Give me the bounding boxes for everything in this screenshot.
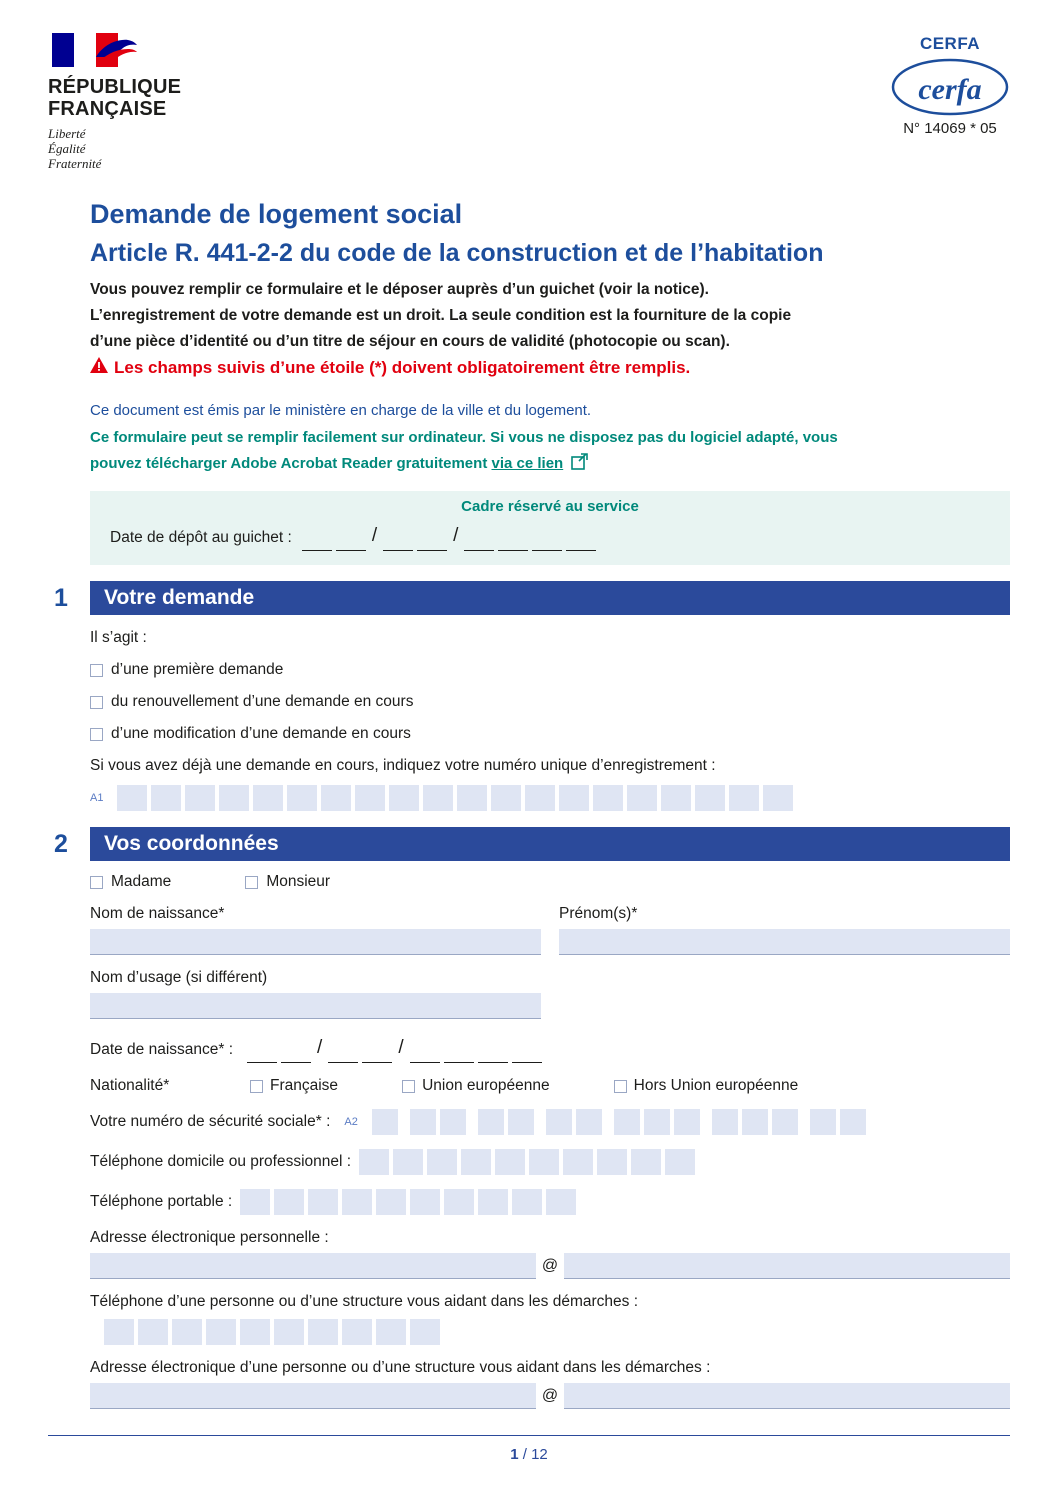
- emitter-note: Ce document est émis par le ministère en charge de la ville et du logement.: [90, 402, 592, 419]
- secu-box-3[interactable]: [440, 1109, 466, 1135]
- ta-box-2[interactable]: [138, 1319, 168, 1345]
- deposit-date-label: Date de dépôt au guichet :: [110, 529, 292, 546]
- nom-usage-spacer: [559, 955, 1010, 1019]
- date-year-3[interactable]: [532, 525, 562, 551]
- acrobat-reader-link[interactable]: via ce lien: [491, 455, 564, 472]
- checkbox-union-europeenne[interactable]: [402, 1080, 415, 1093]
- section-2-body: [90, 873, 1010, 1409]
- secu-label: Votre numéro de sécurité sociale* :: [90, 1113, 331, 1130]
- tp-box-6[interactable]: [410, 1189, 440, 1215]
- date-month-1[interactable]: [383, 525, 413, 551]
- prenom-input[interactable]: [559, 929, 1010, 955]
- deposit-date-input[interactable]: / /: [302, 525, 597, 551]
- td-box-1[interactable]: [359, 1149, 389, 1175]
- section-2-number: 2: [54, 829, 68, 858]
- mandatory-fields-warning: [90, 357, 1010, 378]
- nationalite-hors-ue[interactable]: [614, 1077, 799, 1095]
- tp-box-3[interactable]: [308, 1189, 338, 1215]
- date-year-2[interactable]: [498, 525, 528, 551]
- tp-box-5[interactable]: [376, 1189, 406, 1215]
- secu-box-4[interactable]: [478, 1109, 504, 1135]
- nu-box-13[interactable]: [525, 785, 555, 811]
- nu-box-5[interactable]: [253, 785, 283, 811]
- nationalite-francaise[interactable]: [250, 1077, 338, 1095]
- section-1-title: Votre demande: [90, 581, 1010, 615]
- external-link-icon[interactable]: [571, 453, 588, 479]
- date-month-2[interactable]: [417, 525, 447, 551]
- nu-box-12[interactable]: [491, 785, 521, 811]
- nom-usage-label: Nom d’usage (si différent): [90, 969, 268, 986]
- secu-box-6[interactable]: [546, 1109, 572, 1135]
- ta-box-6[interactable]: [274, 1319, 304, 1345]
- french-flag-icon: [52, 30, 148, 70]
- checkbox-modification[interactable]: [90, 728, 103, 741]
- email-row: [90, 1253, 1010, 1279]
- ta-box-9[interactable]: [376, 1319, 406, 1345]
- td-box-6[interactable]: [529, 1149, 559, 1175]
- email-label: Adresse électronique personnelle :: [90, 1229, 329, 1246]
- marianne-icon: [94, 35, 140, 65]
- svg-text:cerfa: cerfa: [918, 73, 982, 106]
- nu-box-9[interactable]: [389, 785, 419, 811]
- cerfa-logo-icon: [890, 56, 1010, 118]
- tp-box-2[interactable]: [274, 1189, 304, 1215]
- nationalite-label: Nationalité*: [90, 1077, 170, 1094]
- td-box-2[interactable]: [393, 1149, 423, 1175]
- nu-box-11[interactable]: [457, 785, 487, 811]
- footer-page-separator: /: [522, 1446, 527, 1463]
- secu-box-7[interactable]: [576, 1109, 602, 1135]
- nom-usage-row: [90, 955, 1010, 1019]
- secu-box-11[interactable]: [712, 1109, 738, 1135]
- td-box-8[interactable]: [597, 1149, 627, 1175]
- software-note: [90, 425, 1010, 479]
- tel-domicile-label: Téléphone domicile ou professionnel :: [90, 1153, 352, 1170]
- dn-month-1[interactable]: [328, 1037, 358, 1063]
- ta-box-1[interactable]: [104, 1319, 134, 1345]
- numero-unique-ref: A1: [90, 792, 104, 804]
- email-at-symbol: @: [541, 1257, 559, 1274]
- devise-liberte: Liberté: [48, 126, 86, 141]
- date-naissance-row: [90, 1037, 1010, 1063]
- software-note-line1: Ce formulaire peut se remplir facilement sur ordinateur. Si vous ne disposez pas du logiciel adapté, vous: [90, 429, 838, 446]
- date-day-1[interactable]: [302, 525, 332, 551]
- tel-aide-input[interactable]: [104, 1319, 440, 1345]
- email-local-input[interactable]: [90, 1253, 536, 1279]
- tp-box-9[interactable]: [512, 1189, 542, 1215]
- nom-naissance-input[interactable]: [90, 929, 541, 955]
- label-hors-union-europeenne: Hors Union européenne: [633, 1077, 799, 1094]
- nu-box-3[interactable]: [185, 785, 215, 811]
- label-madame: Madame: [111, 873, 172, 890]
- tp-box-1[interactable]: [240, 1189, 270, 1215]
- devise-egalite: Égalité: [48, 141, 86, 156]
- nu-box-18[interactable]: [695, 785, 725, 811]
- date-naissance-label: Date de naissance* :: [90, 1041, 234, 1058]
- checkbox-monsieur[interactable]: [245, 876, 258, 889]
- devise: [48, 126, 248, 171]
- email-aide-local-input[interactable]: [90, 1383, 536, 1409]
- nationalite-row: [90, 1077, 1010, 1095]
- tel-portable-row: [90, 1189, 1010, 1215]
- deposit-date-row: [90, 521, 1010, 565]
- footer-page-total: 12: [531, 1446, 548, 1463]
- dn-day-2[interactable]: [281, 1037, 311, 1063]
- nom-naissance-label: Nom de naissance*: [90, 905, 225, 922]
- ta-box-8[interactable]: [342, 1319, 372, 1345]
- ta-box-4[interactable]: [206, 1319, 236, 1345]
- intro-line3: d’une pièce d’identité ou d’un titre de séjour en cours de validité (photocopie ou scan).: [90, 333, 730, 350]
- nu-box-7[interactable]: [321, 785, 351, 811]
- intro-line1: Vous pouvez remplir ce formulaire et le déposer auprès d’un guichet (voir la notice).: [90, 281, 709, 298]
- option-renouvellement[interactable]: [90, 693, 1010, 711]
- tel-aide-label: Téléphone d’une personne ou d’une structure vous aidant dans les démarches :: [90, 1293, 639, 1310]
- tp-box-8[interactable]: [478, 1189, 508, 1215]
- secu-box-12[interactable]: [742, 1109, 768, 1135]
- ta-box-3[interactable]: [172, 1319, 202, 1345]
- secu-box-1[interactable]: [372, 1109, 398, 1135]
- label-union-europeenne: Union européenne: [422, 1077, 550, 1094]
- devise-fraternite: Fraternité: [48, 156, 102, 171]
- date-year-1[interactable]: [464, 525, 494, 551]
- td-box-3[interactable]: [427, 1149, 457, 1175]
- secu-box-10[interactable]: [674, 1109, 700, 1135]
- tp-box-7[interactable]: [444, 1189, 474, 1215]
- email-aide-at-symbol: @: [541, 1387, 559, 1404]
- rf-line2: FRANÇAISE: [48, 98, 167, 120]
- ta-box-7[interactable]: [308, 1319, 338, 1345]
- date-year-4[interactable]: [566, 525, 596, 551]
- nu-box-4[interactable]: [219, 785, 249, 811]
- page-footer: [48, 1435, 1010, 1463]
- ta-box-5[interactable]: [240, 1319, 270, 1345]
- tel-portable-input[interactable]: [240, 1189, 576, 1215]
- ta-box-10[interactable]: [410, 1319, 440, 1345]
- secu-row: [90, 1109, 1010, 1135]
- email-aide-row: [90, 1383, 1010, 1409]
- nu-box-1[interactable]: [117, 785, 147, 811]
- secu-box-13[interactable]: [772, 1109, 798, 1135]
- tel-aide-row: [90, 1319, 1010, 1345]
- option-modification[interactable]: [90, 725, 1010, 743]
- section-votre-demande-header: [48, 581, 1010, 615]
- secu-box-8[interactable]: [614, 1109, 640, 1135]
- nu-box-17[interactable]: [661, 785, 691, 811]
- date-day-2[interactable]: [336, 525, 366, 551]
- secu-box-5[interactable]: [508, 1109, 534, 1135]
- dn-day-1[interactable]: [247, 1037, 277, 1063]
- td-box-10[interactable]: [665, 1149, 695, 1175]
- nu-box-8[interactable]: [355, 785, 385, 811]
- cerfa-label: CERFA: [919, 34, 981, 53]
- numero-unique-row[interactable]: [90, 785, 1010, 811]
- td-box-9[interactable]: [631, 1149, 661, 1175]
- name-row: [90, 891, 1010, 955]
- dn-year-4[interactable]: [512, 1037, 542, 1063]
- numero-unique-input[interactable]: [117, 785, 793, 811]
- tel-domicile-input[interactable]: [359, 1149, 695, 1175]
- dn-year-3[interactable]: [478, 1037, 508, 1063]
- dn-year-2[interactable]: [444, 1037, 474, 1063]
- dn-month-2[interactable]: [362, 1037, 392, 1063]
- service-box-title: Cadre réservé au service: [461, 498, 639, 515]
- checkbox-premiere-demande[interactable]: [90, 664, 103, 677]
- nu-box-14[interactable]: [559, 785, 589, 811]
- email-domain-input[interactable]: [564, 1253, 1010, 1279]
- intro-text: [90, 277, 1010, 355]
- secu-box-2[interactable]: [410, 1109, 436, 1135]
- nu-box-19[interactable]: [729, 785, 759, 811]
- footer-page-current: 1: [510, 1446, 519, 1463]
- section-1-body: [90, 629, 1010, 811]
- warning-triangle-icon: [90, 357, 108, 378]
- section-vos-coordonnees-header: [48, 827, 1010, 861]
- checkbox-renouvellement[interactable]: [90, 696, 103, 709]
- option-premiere-demande-label: d’une première demande: [111, 661, 284, 678]
- republique-francaise-logo: [48, 30, 248, 171]
- option-modification-label: d’une modification d’une demande en cours: [111, 725, 411, 742]
- prenom-label: Prénom(s)*: [559, 905, 638, 922]
- nu-box-20[interactable]: [763, 785, 793, 811]
- numero-unique-label: Si vous avez déjà une demande en cours, indiquez votre numéro unique d’enregistrement :: [90, 757, 716, 774]
- cerfa-block: [890, 30, 1010, 137]
- rf-line1: RÉPUBLIQUE: [48, 76, 182, 98]
- intro-line2: L’enregistrement de votre demande est un droit. La seule condition est la fourniture de la copie: [90, 307, 792, 324]
- cerfa-number: N° 14069 * 05: [903, 120, 997, 137]
- option-renouvellement-label: du renouvellement d’une demande en cours: [111, 693, 414, 710]
- secu-box-14[interactable]: [810, 1109, 836, 1135]
- checkbox-francaise[interactable]: [250, 1080, 263, 1093]
- label-francaise: Française: [270, 1077, 339, 1094]
- option-premiere-demande[interactable]: [90, 661, 1010, 679]
- document-header: [0, 0, 1058, 171]
- secu-box-15[interactable]: [840, 1109, 866, 1135]
- secu-box-9[interactable]: [644, 1109, 670, 1135]
- tel-domicile-row: [90, 1149, 1010, 1175]
- demande-lead: Il s’agit :: [90, 629, 147, 646]
- nationalite-ue[interactable]: [402, 1077, 550, 1095]
- email-aide-label: Adresse électronique d’une personne ou d’une structure vous aidant dans les démarches :: [90, 1359, 711, 1376]
- td-box-7[interactable]: [563, 1149, 593, 1175]
- tel-portable-label: Téléphone portable :: [90, 1193, 233, 1210]
- civility-row: [90, 873, 1010, 891]
- section-1-number: 1: [54, 583, 68, 612]
- warning-text: Les champs suivis d’une étoile (*) doivent obligatoirement être remplis.: [114, 357, 691, 377]
- nu-box-6[interactable]: [287, 785, 317, 811]
- dn-year-1[interactable]: [410, 1037, 440, 1063]
- nom-usage-col: [90, 955, 541, 1019]
- nu-box-2[interactable]: [151, 785, 181, 811]
- document-content: [0, 199, 1058, 1409]
- republique-francaise-label: [48, 76, 248, 120]
- email-aide-domain-input[interactable]: [564, 1383, 1010, 1409]
- td-box-5[interactable]: [495, 1149, 525, 1175]
- software-note-line2: pouvez télécharger Adobe Acrobat Reader gratuitement: [90, 455, 488, 472]
- nu-box-10[interactable]: [423, 785, 453, 811]
- checkbox-hors-union-europeenne[interactable]: [614, 1080, 627, 1093]
- nu-box-16[interactable]: [627, 785, 657, 811]
- nom-usage-input[interactable]: [90, 993, 541, 1019]
- service-reserved-box: [90, 491, 1010, 565]
- secu-input[interactable]: [372, 1109, 866, 1135]
- page-title: Demande de logement social: [90, 199, 463, 229]
- prenom-col: [559, 891, 1010, 955]
- label-monsieur: Monsieur: [266, 873, 331, 890]
- nom-naissance-col: [90, 891, 541, 955]
- tp-box-10[interactable]: [546, 1189, 576, 1215]
- secu-ref: A2: [344, 1116, 358, 1128]
- checkbox-madame[interactable]: [90, 876, 103, 889]
- td-box-4[interactable]: [461, 1149, 491, 1175]
- page-subtitle: Article R. 441-2-2 du code de la construction et de l’habitation: [90, 239, 824, 267]
- date-naissance-input[interactable]: / /: [247, 1037, 542, 1063]
- tp-box-4[interactable]: [342, 1189, 372, 1215]
- nu-box-15[interactable]: [593, 785, 623, 811]
- section-2-title: Vos coordonnées: [90, 827, 1010, 861]
